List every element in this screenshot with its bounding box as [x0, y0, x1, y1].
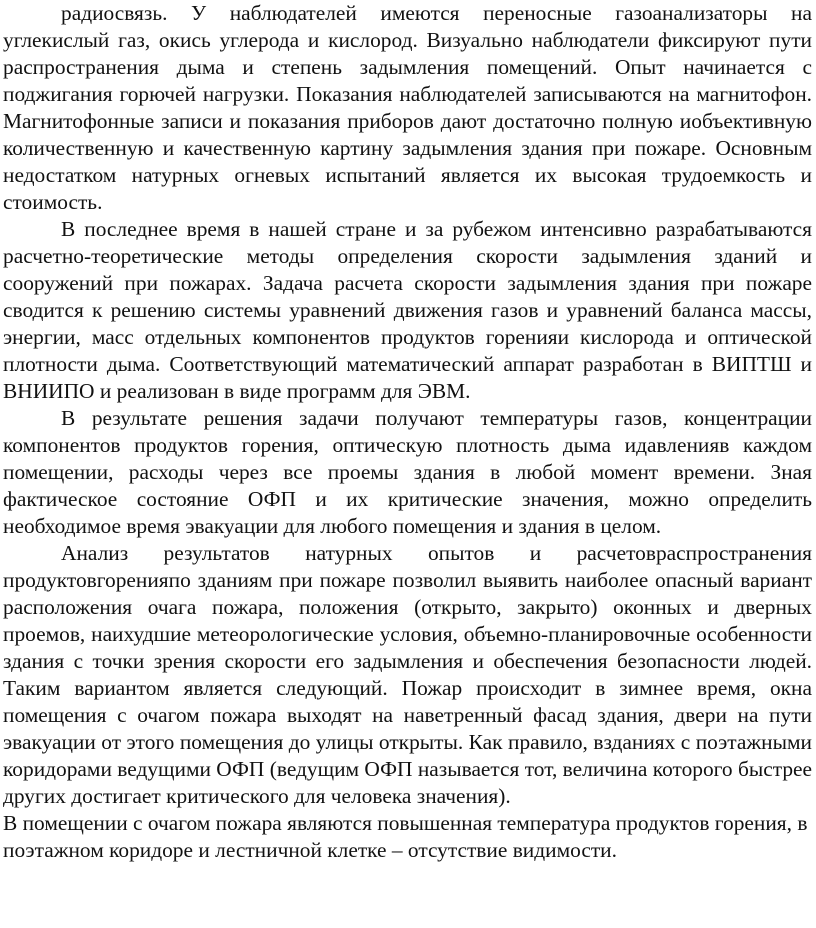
paragraph-room-conditions: В помещении с очагом пожара являются повышенная температура продуктов горения, в поэтажном коридоре и лестничной клетке – отсутствие видимости. [3, 811, 808, 862]
paragraph-calculation-results: В результате решения задачи получают температуры газов, концентрации компонентов продуктов горения, оптическую плотность дыма идавленияв каждом помещении, расходы через все проемы здания в любой момент времени. Зная фактическое состояние ОФП и их критические значения, можно определить необходимое время эвакуации для любого помещения и здания в целом. [3, 406, 812, 538]
paragraph-analysis: Анализ результатов натурных опытов и расчетовраспространения продуктовгоренияпо зданиям при пожаре позволил выявить наиболее опасный вариант расположения очага пожара, положения (открыто, закрыто) оконных и дверных проемов, наихудшие метеорологические условия, объемно-планировочные особенности здания с точки зрения скорости его задымления и обеспечения безопасности людей. Таким вариантом является следующий. Пожар происходит в зимнее время, окна помещения с очагом пожара выходят на наветренный фасад здания, двери на пути эвакуации от этого помещения до улицы открыты. Как правило, взданиях с поэтажными коридорами ведущими ОФП (ведущим ОФП называется тот, величина которого быстрее других достигает критического для человека значения). [3, 541, 812, 808]
paragraph-calculation-methods: В последнее время в нашей стране и за рубежом интенсивно разрабатываются расчетно-теоретические методы определения скорости задымления зданий и сооружений при пожарах. Задача расчета скорости задымления здания при пожаре сводится к решению системы уравнений движения газов и уравнений баланса массы, энергии, масс отдельных компонентов продуктов горенияи кислорода и оптической плотности дыма. Соответствующий математический аппарат разработан в ВИПТШ и ВНИИПО и реализован в виде программ для ЭВМ. [3, 217, 812, 403]
paragraph-continuation: радиосвязь. У наблюдателей имеются переносные газоанализаторы на углекислый газ, окись углерода и кислород. Визуально наблюдатели фиксируют пути распространения дыма и степень задымления помещений. Опыт начинается с поджигания горючей нагрузки. Показания наблюдателей записываются на магнитофон. Магнитофонные записи и показания приборов дают достаточно полную иобъективную количественную и качественную картину задымления здания при пожаре. Основным недостатком натурных огневых испытаний является их высокая трудоемкость и стоимость. [3, 1, 812, 214]
